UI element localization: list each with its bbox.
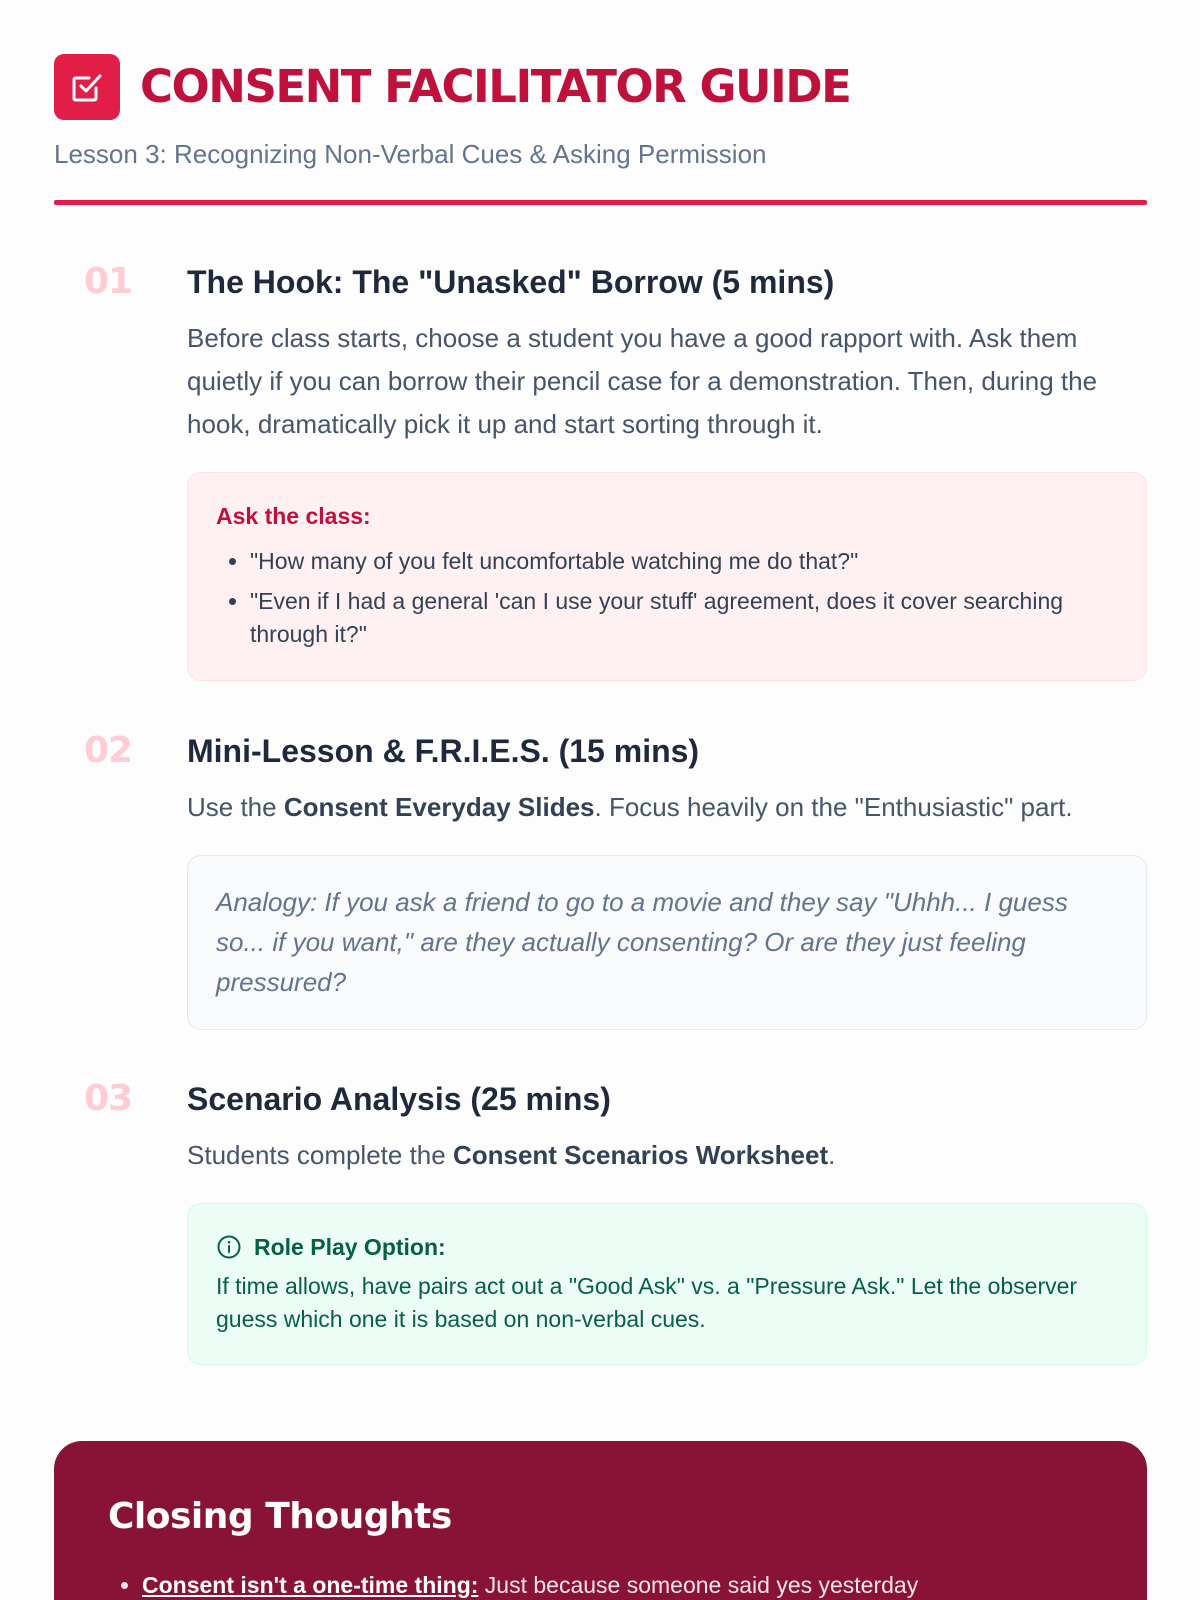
section-text: Before class starts, choose a student you have a good rapport with. Ask them quietly if you can borrow their pencil case for a demonstration. Then, during the hook, dramatically pick it up and start sorting through it. [187, 323, 1098, 439]
list-item: • "Even if I had a general 'can I use your stuff' agreement, does it cover searching through it?" [250, 585, 1118, 651]
text-segment: . [828, 1140, 836, 1170]
section-mini-lesson [54, 728, 1147, 1030]
facilitator-guide-page [54, 0, 1147, 1365]
analogy-box [187, 855, 1147, 1030]
section-number: 01 [83, 261, 133, 302]
analogy-text: Analogy: If you ask a friend to go to a movie and they say "Uhhh... I guess so... if you want," are they actually consenting? Or are they just feeling pressured? [216, 887, 1068, 997]
closing-list [108, 1567, 1093, 1600]
section-text [187, 1134, 1147, 1177]
question-list [216, 545, 1118, 651]
section-text [187, 786, 1147, 829]
lesson-subtitle: Lesson 3: Recognizing Non-Verbal Cues & Asking Permission [54, 139, 767, 169]
section-title: Scenario Analysis (25 mins) [187, 1081, 611, 1117]
role-play-box [187, 1203, 1147, 1365]
ask-the-class-box [187, 472, 1147, 681]
section-number: 03 [83, 1078, 133, 1119]
list-item [142, 1567, 1093, 1600]
slides-resource-name: Consent Everyday Slides [283, 792, 595, 822]
section-number: 02 [83, 730, 133, 771]
worksheet-resource-name: Consent Scenarios Worksheet [452, 1140, 829, 1170]
section-scenario-analysis [54, 1076, 1147, 1365]
closing-thoughts-panel [54, 1441, 1147, 1600]
guide-header [54, 0, 1147, 205]
info-icon [216, 1234, 242, 1260]
closing-point-text: Just because someone said yes yesterday [478, 1572, 919, 1598]
section-hook [54, 259, 1147, 681]
text-segment: Use the [187, 792, 284, 822]
role-play-label: Role Play Option: [254, 1233, 446, 1260]
section-title: The Hook: The "Unasked" Borrow (5 mins) [187, 264, 835, 300]
header-divider [54, 200, 1147, 205]
checkbox-icon [54, 54, 120, 120]
page-title: CONSENT FACILITATOR GUIDE [140, 60, 851, 113]
text-segment: Students complete the [187, 1140, 453, 1170]
title-row [54, 54, 1147, 120]
closing-title: Closing Thoughts [108, 1496, 452, 1537]
section-title: Mini-Lesson & F.R.I.E.S. (15 mins) [187, 733, 700, 769]
ask-the-class-label: Ask the class: [216, 503, 371, 529]
checkbox-icon-glyph [69, 69, 105, 105]
text-segment: . Focus heavily on the "Enthusiastic" part. [594, 792, 1073, 822]
list-item: • "How many of you felt uncomfortable watching me do that?" [250, 545, 1118, 578]
closing-point-heading: Consent isn't a one-time thing: [142, 1572, 479, 1598]
role-play-text: If time allows, have pairs act out a "Good Ask" vs. a "Pressure Ask." Let the observer guess which one it is based on non-verbal cues. [216, 1273, 1078, 1332]
role-play-heading [216, 1230, 1118, 1264]
